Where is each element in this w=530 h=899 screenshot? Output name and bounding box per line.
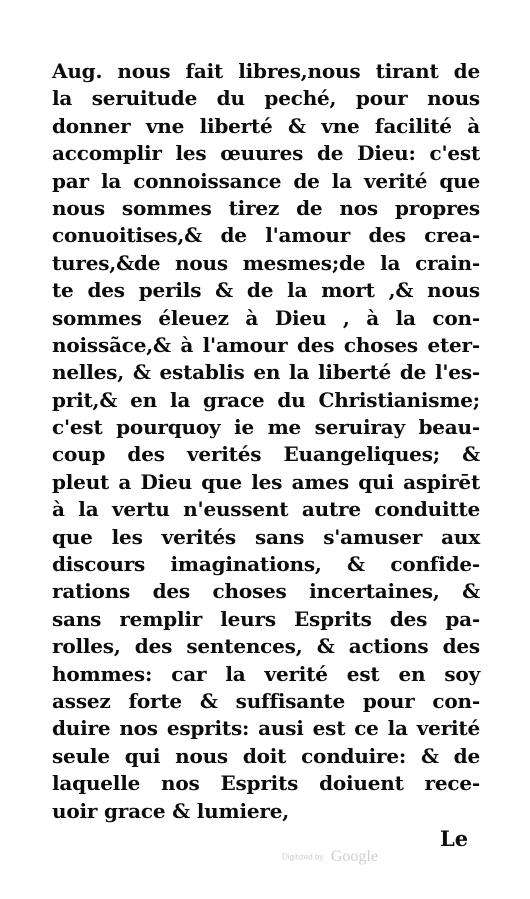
text-line: noissãce,& à l'amour des choses eter-: [52, 332, 480, 357]
text-line: c'est pourquoy ie me seruiray beau-: [52, 415, 480, 440]
text-line: hommes: car la verité est en soy: [52, 661, 480, 686]
text-line: pleut a Dieu que les ames qui aspirēt: [52, 469, 480, 494]
text-line: nelles, & establis en la liberté de l'es-: [52, 360, 480, 385]
text-line: accomplir les œuures de Dieu: c'est: [52, 141, 480, 166]
text-line: que les verités sans s'amuser aux: [52, 524, 480, 549]
text-line: sans remplir leurs Esprits des pa-: [52, 606, 480, 631]
page-text: [52, 58, 480, 825]
text-line: uoir grace & lumiere,: [52, 798, 289, 823]
text-line: conuoitises,& de l'amour des crea-: [52, 223, 480, 248]
text-line: donner vne liberté & vne facilité à: [52, 113, 480, 138]
text-line: rolles, des sentences, & actions des: [52, 634, 480, 659]
text-line: duire nos esprits: ausi est ce la verité: [52, 716, 480, 741]
catchword: Le: [440, 826, 469, 851]
digitized-watermark: [282, 848, 378, 866]
text-line: la seruitude du peché, pour nous: [52, 86, 480, 111]
text-line: tures,&de nous mesmes;de la crain-: [52, 250, 480, 275]
text-line: nous sommes tirez de nos propres: [52, 195, 480, 220]
text-line: assez forte & suffisante pour con-: [52, 688, 480, 713]
text-line: laquelle nos Esprits doiuent rece-: [52, 771, 480, 796]
text-line: Aug. nous fait libres,nous tirant de: [52, 59, 480, 83]
google-logo: Google: [330, 848, 378, 865]
text-line: seule qui nous doit conduire: & de: [52, 743, 480, 768]
watermark-prefix: Digitized by: [282, 852, 324, 862]
text-line: sommes éleuez à Dieu , à la con-: [52, 305, 480, 330]
text-line: rations des choses incertaines, &: [52, 579, 480, 604]
text-line: par la connoissance de la verité que: [52, 168, 480, 193]
text-line: te des perils & de la mort ,& nous: [52, 278, 480, 303]
text-line: prit,& en la grace du Christianisme;: [52, 387, 480, 412]
text-line: discours imaginations, & confide-: [52, 552, 480, 577]
text-line: coup des verités Euangeliques; &: [52, 442, 480, 467]
text-line: à la vertu n'eussent autre conduitte: [52, 497, 480, 522]
